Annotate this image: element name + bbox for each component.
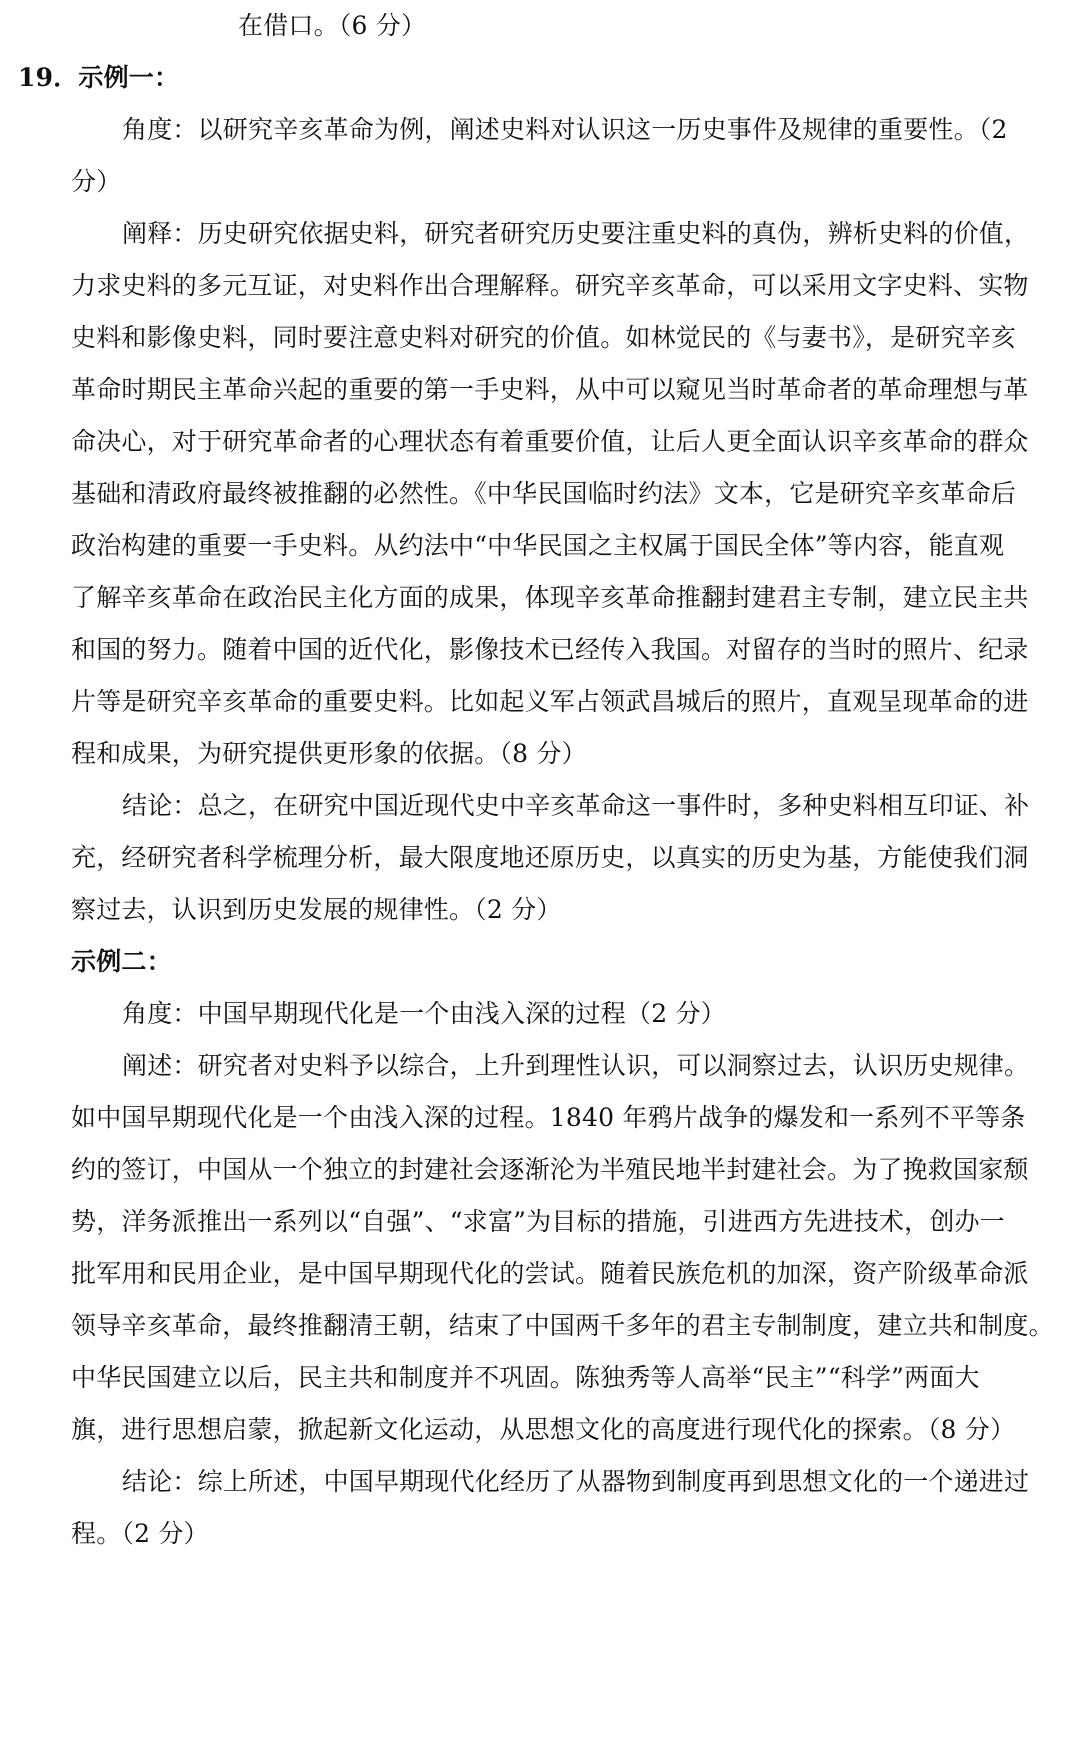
example-heading: 示例二： <box>71 947 172 976</box>
text-line: 片等是研究辛亥革命的重要史料。比如起义军占领武昌城后的照片，直观呈现革命的进 <box>71 687 1029 716</box>
text-line: 结论：综上所述，中国早期现代化经历了从器物到制度再到思想文化的一个递进过 <box>122 1467 1030 1496</box>
question-heading: 19．示例一： <box>18 63 180 92</box>
text-line: 中华民国建立以后，民主共和制度并不巩固。陈独秀等人高举“民主”“科学”两面大 <box>71 1363 980 1392</box>
text-line: 势，洋务派推出一系列以“自强”、“求富”为目标的措施，引进西方先进技术，创办一 <box>71 1207 1005 1236</box>
text-line: 角度：中国早期现代化是一个由浅入深的过程（2 分） <box>122 999 726 1028</box>
text-line: 程和成果，为研究提供更形象的依据。（8 分） <box>71 739 587 768</box>
text-line: 角度：以研究辛亥革命为例，阐述史料对认识这一历史事件及规律的重要性。（2 <box>122 115 1008 144</box>
text-line: 结论：总之，在研究中国近现代史中辛亥革命这一事件时，多种史料相互印证、补 <box>122 791 1030 820</box>
text-line: 旗，进行思想启蒙，掀起新文化运动，从思想文化的高度进行现代化的探索。（8 分） <box>71 1415 1016 1444</box>
text-line: 政治构建的重要一手史料。从约法中“中华民国之主权属于国民全体”等内容，能直观 <box>71 531 1005 560</box>
text-line: 阐述：研究者对史料予以综合，上升到理性认识，可以洞察过去，认识历史规律。 <box>122 1051 1030 1080</box>
text-line: 力求史料的多元互证，对史料作出合理解释。研究辛亥革命，可以采用文字史料、实物 <box>71 271 1029 300</box>
text-line: 基础和清政府最终被推翻的必然性。《中华民国临时约法》文本，它是研究辛亥革命后 <box>71 479 1017 508</box>
text-line: 领导辛亥革命，最终推翻清王朝，结束了中国两千多年的君主专制制度，建立共和制度。 <box>71 1311 1054 1340</box>
text-line: 批军用和民用企业，是中国早期现代化的尝试。随着民族危机的加深，资产阶级革命派 <box>71 1259 1029 1288</box>
text-line: 革命时期民主革命兴起的重要的第一手史料，从中可以窥见当时革命者的革命理想与革 <box>71 375 1029 404</box>
text-line: 如中国早期现代化是一个由浅入深的过程。1840 年鸦片战争的爆发和一系列不平等条 <box>71 1103 1026 1132</box>
text-line: 约的签订，中国从一个独立的封建社会逐渐沦为半殖民地半封建社会。为了挽救国家颓 <box>71 1155 1029 1184</box>
text-line: 阐释：历史研究依据史料，研究者研究历史要注重史料的真伪，辨析史料的价值， <box>122 219 1030 248</box>
text-line: 和国的努力。随着中国的近代化，影像技术已经传入我国。对留存的当时的照片、纪录 <box>71 635 1029 664</box>
text-line: 察过去，认识到历史发展的规律性。（2 分） <box>71 895 562 924</box>
text-line: 了解辛亥革命在政治民主化方面的成果，体现辛亥革命推翻封建君主专制，建立民主共 <box>71 583 1029 612</box>
text-line: 分） <box>71 167 122 196</box>
text-line: 程。（2 分） <box>71 1519 209 1548</box>
text-line: 充，经研究者科学梳理分析，最大限度地还原历史，以真实的历史为基，方能使我们洞 <box>71 843 1029 872</box>
text-line: 在借口。（6 分） <box>238 11 427 40</box>
text-line: 命决心，对于研究革命者的心理状态有着重要价值，让后人更全面认识辛亥革命的群众 <box>71 427 1029 456</box>
text-line: 史料和影像史料，同时要注意史料对研究的价值。如林觉民的《与妻书》，是研究辛亥 <box>71 323 1017 352</box>
